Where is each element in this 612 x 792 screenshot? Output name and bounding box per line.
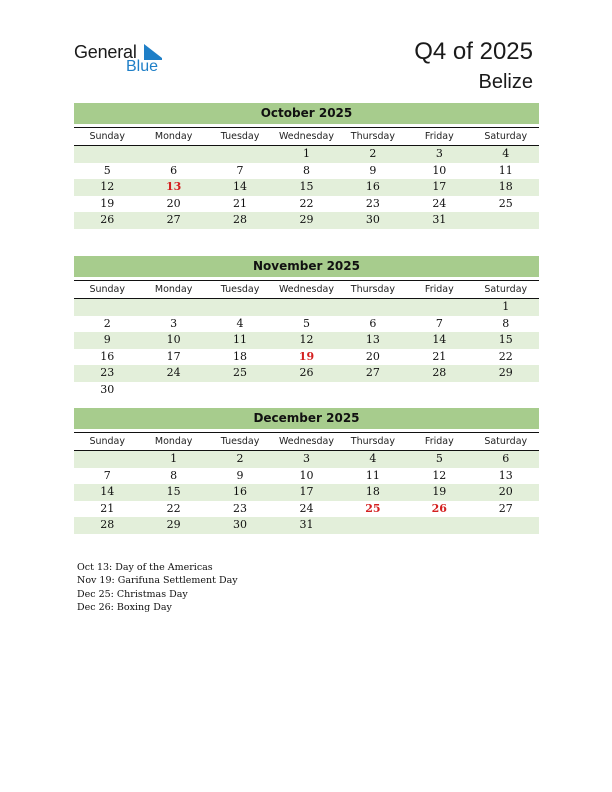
day-cell [340, 299, 406, 316]
day-cell [273, 382, 339, 399]
day-cell: 15 [166, 485, 181, 499]
day-cell: 26 [100, 213, 115, 227]
day-cell: 1 [502, 300, 510, 313]
day-cell: 4 [502, 147, 510, 160]
day-cell: 7 [103, 468, 111, 482]
day-cell: 15 [299, 180, 314, 194]
day-cell [74, 299, 140, 316]
week-row [74, 468, 539, 485]
day-cell [74, 451, 140, 468]
day-cell: 19 [100, 196, 115, 210]
weekday-header-row [74, 280, 539, 299]
day-cell: 7 [236, 163, 244, 177]
week-row [74, 517, 539, 534]
day-cell: 1 [302, 147, 310, 160]
day-cell: 17 [166, 349, 181, 363]
day-cell [140, 382, 206, 399]
month-header: December 2025 [74, 408, 539, 429]
weekday-label: Friday [424, 284, 454, 295]
day-cell: 21 [432, 349, 447, 363]
week-row [74, 365, 539, 382]
day-cell: 4 [236, 316, 244, 330]
weekday-label: Wednesday [278, 284, 334, 295]
logo [74, 42, 174, 78]
week-row [74, 299, 539, 316]
week-row [74, 316, 539, 333]
week-row [74, 382, 539, 399]
day-cell: 29 [166, 518, 181, 532]
holiday-note: Nov 19: Garifuna Settlement Day [77, 575, 238, 587]
weekday-label: Thursday [350, 284, 395, 295]
day-cell [406, 517, 472, 534]
day-cell: 22 [498, 349, 513, 363]
week-row [74, 212, 539, 229]
week-row [74, 332, 539, 349]
day-cell: 2 [236, 452, 244, 465]
day-cell: 3 [435, 147, 443, 160]
day-cell: 14 [100, 485, 115, 499]
day-cell: 22 [166, 501, 181, 515]
day-cell [273, 299, 339, 316]
day-cell [473, 517, 539, 534]
day-cell [340, 382, 406, 399]
day-cell: 13 [498, 468, 513, 482]
day-cell: 31 [299, 518, 314, 532]
day-cell: 25 [233, 366, 248, 380]
day-cell: 17 [432, 180, 447, 194]
day-cell: 10 [432, 163, 447, 177]
day-cell: 11 [365, 468, 380, 482]
month-header: November 2025 [74, 256, 539, 277]
day-cell: 14 [233, 180, 248, 194]
holiday-note: Dec 25: Christmas Day [77, 588, 188, 600]
month-november [74, 256, 539, 399]
day-cell: 5 [435, 452, 443, 465]
day-cell: 27 [365, 366, 380, 380]
week-row [74, 146, 539, 163]
country-name: Belize [478, 71, 533, 93]
day-cell: 6 [170, 163, 178, 177]
day-cell: 23 [365, 196, 380, 210]
weekday-label: Thursday [350, 436, 395, 447]
day-cell: 21 [100, 501, 115, 515]
weekday-label: Tuesday [220, 284, 260, 295]
weekday-label: Saturday [484, 131, 528, 142]
day-cell [74, 146, 140, 163]
weekday-label: Thursday [350, 131, 395, 142]
weekday-label: Saturday [484, 436, 528, 447]
day-cell: 16 [233, 485, 248, 499]
day-cell: 6 [502, 452, 510, 465]
holiday-day-cell: 13 [165, 180, 182, 194]
day-cell: 19 [432, 485, 447, 499]
week-row [74, 179, 539, 196]
weekday-header-row [74, 127, 539, 146]
day-cell: 1 [170, 452, 178, 465]
day-cell: 20 [166, 196, 181, 210]
day-cell: 21 [233, 196, 248, 210]
weekday-label: Monday [154, 131, 193, 142]
day-cell: 4 [369, 452, 377, 465]
day-cell: 8 [302, 163, 310, 177]
day-cell: 24 [432, 196, 447, 210]
day-cell: 28 [233, 213, 248, 227]
weekday-label: Wednesday [278, 131, 334, 142]
day-cell: 11 [498, 163, 513, 177]
day-cell: 26 [299, 366, 314, 380]
week-row [74, 163, 539, 180]
page-title: Q4 of 2025 [414, 38, 533, 65]
day-cell: 30 [100, 382, 115, 396]
day-cell: 6 [369, 316, 377, 330]
week-row [74, 501, 539, 518]
day-cell: 29 [299, 213, 314, 227]
day-cell: 8 [502, 316, 510, 330]
day-cell: 12 [432, 468, 447, 482]
weekday-label: Monday [154, 284, 193, 295]
day-cell: 27 [166, 213, 181, 227]
week-row [74, 349, 539, 366]
weekday-label: Friday [424, 131, 454, 142]
day-cell [140, 146, 206, 163]
day-cell: 23 [233, 501, 248, 515]
day-cell: 27 [498, 501, 513, 515]
day-cell: 18 [498, 180, 513, 194]
day-cell: 3 [170, 316, 178, 330]
day-cell: 8 [170, 468, 178, 482]
month-header: October 2025 [74, 103, 539, 124]
day-cell: 12 [299, 333, 314, 347]
day-cell: 10 [166, 333, 181, 347]
day-cell [406, 299, 472, 316]
day-cell: 22 [299, 196, 314, 210]
day-cell: 9 [369, 163, 377, 177]
weekday-label: Saturday [484, 284, 528, 295]
day-cell [406, 382, 472, 399]
weekday-label: Sunday [89, 436, 125, 447]
day-cell: 18 [365, 485, 380, 499]
day-cell: 13 [365, 333, 380, 347]
day-cell: 9 [103, 333, 111, 347]
day-cell [473, 212, 539, 229]
holiday-day-cell: 26 [431, 501, 447, 515]
logo-word-blue: Blue [126, 58, 159, 75]
day-cell: 15 [498, 333, 513, 347]
day-cell: 30 [233, 518, 248, 532]
day-cell: 29 [498, 366, 513, 380]
week-row [74, 451, 539, 468]
holiday-note: Dec 26: Boxing Day [77, 601, 172, 613]
weekday-label: Monday [154, 436, 193, 447]
day-cell: 2 [369, 147, 377, 160]
weekday-label: Sunday [89, 131, 125, 142]
day-cell [207, 146, 273, 163]
logo-word-general: General [74, 42, 137, 62]
day-cell [473, 382, 539, 399]
day-cell: 20 [498, 485, 513, 499]
month-october [74, 103, 539, 229]
day-cell: 11 [233, 333, 248, 347]
day-cell [207, 382, 273, 399]
weekday-header-row [74, 432, 539, 451]
day-cell: 12 [100, 180, 115, 194]
day-cell: 31 [432, 213, 447, 227]
day-cell: 30 [365, 213, 380, 227]
day-cell: 24 [166, 366, 181, 380]
holiday-day-cell: 19 [298, 349, 315, 363]
day-cell: 28 [100, 518, 115, 532]
day-cell: 17 [299, 485, 314, 499]
week-row [74, 196, 539, 213]
day-cell [140, 299, 206, 316]
day-cell: 23 [100, 366, 115, 380]
day-cell: 18 [233, 349, 248, 363]
day-cell [207, 299, 273, 316]
holiday-note: Oct 13: Day of the Americas [77, 562, 213, 573]
day-cell: 10 [299, 468, 314, 482]
day-cell: 5 [302, 316, 310, 330]
day-cell: 7 [435, 316, 443, 330]
day-cell: 3 [302, 452, 310, 465]
day-cell: 24 [299, 501, 314, 515]
weekday-label: Sunday [89, 284, 125, 295]
day-cell: 20 [365, 349, 380, 363]
day-cell: 9 [236, 468, 244, 482]
day-cell: 2 [103, 316, 111, 330]
day-cell: 5 [103, 163, 111, 177]
day-cell: 14 [432, 333, 447, 347]
day-cell [340, 517, 406, 534]
day-cell: 25 [498, 196, 513, 210]
month-december [74, 408, 539, 534]
weekday-label: Friday [424, 436, 454, 447]
weekday-label: Wednesday [278, 436, 334, 447]
day-cell: 16 [365, 180, 380, 194]
day-cell: 16 [100, 349, 115, 363]
holiday-notes [77, 561, 238, 614]
weekday-label: Tuesday [220, 436, 260, 447]
weekday-label: Tuesday [220, 131, 260, 142]
day-cell: 28 [432, 366, 447, 380]
week-row [74, 484, 539, 501]
holiday-day-cell: 25 [365, 501, 381, 515]
